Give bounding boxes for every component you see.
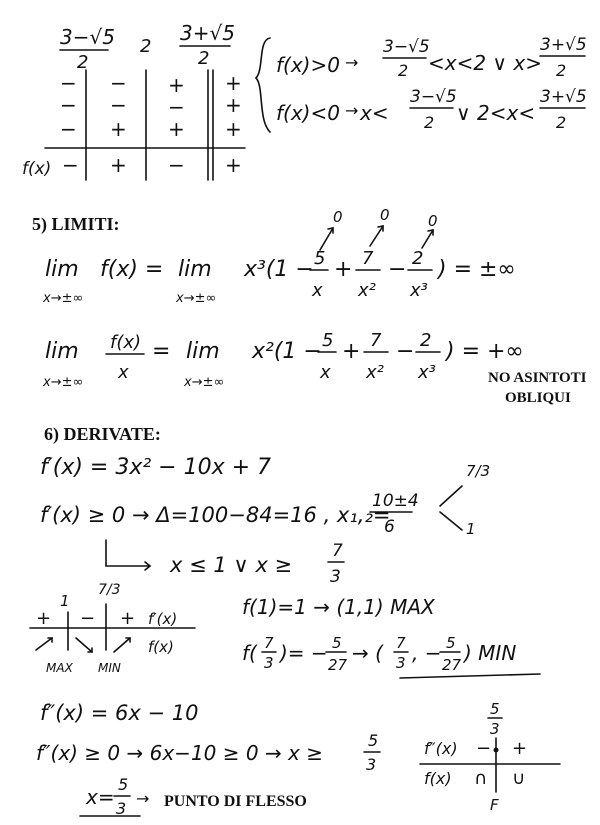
- svg-text:7: 7: [370, 330, 382, 351]
- svg-text:x→±∞: x→±∞: [43, 291, 84, 306]
- svg-text:f(x)<0: f(x)<0: [276, 101, 340, 125]
- svg-text:lim: lim: [45, 339, 79, 364]
- extremum-values: [242, 595, 540, 678]
- svg-text:F: F: [490, 796, 499, 814]
- svg-text:1: 1: [466, 520, 476, 538]
- svg-text:x: x: [320, 362, 331, 383]
- svg-text:f(: f(: [242, 641, 257, 665]
- svg-text:−: −: [80, 608, 96, 629]
- svg-text:→: →: [136, 789, 150, 808]
- svg-text:+: +: [334, 257, 353, 282]
- svg-text:7: 7: [396, 634, 406, 652]
- svg-text:5: 5: [118, 775, 129, 794]
- svg-text:0: 0: [428, 212, 438, 230]
- svg-text:2: 2: [556, 113, 567, 132]
- no-asymptotes-note-1: NO ASINTOTI: [488, 370, 587, 386]
- svg-text:+: +: [225, 153, 242, 177]
- first-derivative-solution: [106, 540, 344, 587]
- svg-text:27: 27: [442, 656, 462, 674]
- svg-text:2: 2: [77, 52, 89, 73]
- svg-text:+: +: [110, 153, 127, 177]
- svg-text:−: −: [60, 93, 77, 117]
- svg-text:2: 2: [412, 248, 424, 269]
- svg-text:−: −: [110, 71, 127, 95]
- svg-text:f(x): f(x): [148, 638, 174, 656]
- inflection-point: [80, 775, 307, 818]
- svg-text:+: +: [225, 93, 242, 117]
- svg-text:0: 0: [380, 206, 390, 224]
- svg-text:5: 5: [314, 248, 326, 269]
- svg-text:∩: ∩: [474, 768, 488, 789]
- sign-summary-negative: [276, 87, 587, 132]
- svg-text:)= −: )= −: [280, 641, 328, 665]
- svg-text:f′(x) ≥ 0 → Δ=100−84=16 , x₁,₂: f′(x) ≥ 0 → Δ=100−84=16 , x₁,₂=: [40, 503, 391, 527]
- svg-text:+: +: [36, 608, 52, 629]
- svg-text:3: 3: [330, 567, 341, 587]
- svg-text:3−√5: 3−√5: [60, 25, 115, 49]
- svg-text:x: x: [118, 362, 129, 383]
- svg-text:+: +: [120, 608, 136, 629]
- svg-text:7: 7: [362, 248, 374, 269]
- concavity-table: [420, 700, 560, 814]
- svg-text:−: −: [110, 93, 127, 117]
- svg-text:2: 2: [424, 113, 435, 132]
- svg-text:+: +: [168, 117, 185, 141]
- svg-text:x<: x<: [360, 101, 389, 125]
- svg-text:) = +∞: ) = +∞: [446, 339, 524, 364]
- svg-text:+: +: [342, 339, 361, 364]
- svg-text:f(x): f(x): [110, 332, 142, 353]
- svg-text:+: +: [225, 71, 242, 95]
- section-derivatives-title: 6) DERIVATE:: [44, 424, 161, 444]
- svg-text:3: 3: [366, 755, 377, 774]
- second-derivative: f″(x) = 6x − 10: [40, 701, 199, 725]
- svg-text:x²(1 −: x²(1 −: [252, 339, 322, 364]
- svg-text:∨ 2<x<: ∨ 2<x<: [456, 101, 536, 125]
- svg-text:5: 5: [446, 634, 456, 652]
- section-limits-title: 5) LIMITI:: [32, 214, 120, 234]
- svg-text:5: 5: [490, 700, 500, 718]
- svg-text:−: −: [60, 71, 77, 95]
- svg-text:=: =: [152, 339, 171, 364]
- svg-text:MIN: MIN: [98, 661, 121, 675]
- monotonicity-table: [30, 582, 195, 675]
- svg-text:+: +: [512, 738, 528, 759]
- sign-table-header-3: [180, 21, 235, 69]
- svg-text:∪: ∪: [512, 768, 526, 789]
- svg-text:3: 3: [264, 654, 274, 672]
- svg-text:3−√5: 3−√5: [410, 87, 457, 107]
- svg-text:+: +: [225, 117, 242, 141]
- svg-text:7: 7: [264, 634, 274, 652]
- svg-text:5: 5: [332, 634, 342, 652]
- svg-text:10±4: 10±4: [372, 491, 419, 511]
- limit-line-1: [42, 248, 516, 306]
- svg-text:f″(x) ≥ 0 → 6x−10 ≥ 0 → x ≥: f″(x) ≥ 0 → 6x−10 ≥ 0 → x ≥: [36, 741, 324, 765]
- svg-text:) = ±∞: ) = ±∞: [438, 257, 516, 282]
- svg-text:PUNTO DI FLESSO: PUNTO DI FLESSO: [164, 793, 307, 810]
- svg-text:x→±∞: x→±∞: [176, 291, 217, 306]
- svg-text:f″(x): f″(x): [424, 739, 458, 758]
- svg-text:27: 27: [328, 656, 348, 674]
- svg-text:f(x): f(x): [424, 769, 452, 788]
- svg-text:+: +: [168, 73, 185, 97]
- svg-text:7/3: 7/3: [466, 462, 491, 480]
- svg-text:7/3: 7/3: [98, 582, 121, 598]
- brace: [256, 38, 270, 132]
- svg-text:f(1)=1 → (1,1) MAX: f(1)=1 → (1,1) MAX: [242, 595, 435, 619]
- svg-text:2: 2: [556, 61, 567, 80]
- svg-text:5: 5: [368, 731, 379, 750]
- svg-text:lim: lim: [186, 339, 220, 364]
- svg-text:3: 3: [116, 799, 127, 818]
- sign-table-header-2: 2: [140, 36, 152, 57]
- svg-text:2: 2: [398, 61, 409, 80]
- svg-text:3: 3: [490, 720, 500, 738]
- svg-text:x³: x³: [410, 280, 428, 301]
- svg-text:3: 3: [396, 654, 406, 672]
- limit-line-2: [42, 330, 524, 390]
- no-asymptotes-note-2: OBLIQUI: [505, 390, 571, 406]
- svg-text:−: −: [388, 257, 407, 282]
- svg-text:lim: lim: [45, 257, 79, 282]
- svg-text:−: −: [62, 153, 79, 177]
- svg-text:f(x): f(x): [22, 159, 52, 179]
- svg-text:+: +: [110, 117, 127, 141]
- svg-text:3+√5: 3+√5: [540, 87, 587, 107]
- svg-text:f(x) =: f(x) =: [100, 257, 164, 282]
- first-derivative: f′(x) = 3x² − 10x + 7: [40, 455, 272, 480]
- svg-text:−: −: [476, 738, 492, 759]
- svg-text:−: −: [168, 95, 185, 119]
- svg-text:−: −: [60, 117, 77, 141]
- svg-text:x→±∞: x→±∞: [43, 375, 84, 390]
- svg-text:→ (: → (: [352, 641, 383, 665]
- svg-text:x³(1 −: x³(1 −: [244, 257, 314, 282]
- svg-text:3+√5: 3+√5: [540, 35, 587, 55]
- svg-text:3+√5: 3+√5: [180, 21, 235, 45]
- svg-text:x²: x²: [358, 280, 376, 301]
- svg-text:−: −: [168, 153, 185, 177]
- svg-text:0: 0: [333, 208, 343, 226]
- svg-text:5: 5: [322, 330, 334, 351]
- svg-text:x²: x²: [366, 362, 384, 383]
- sign-summary-positive: [276, 35, 587, 80]
- svg-text:3−√5: 3−√5: [383, 37, 430, 57]
- svg-text:→: →: [345, 101, 359, 120]
- svg-text:1: 1: [60, 592, 70, 610]
- zero-marks: [320, 206, 438, 250]
- svg-text:x→±∞: x→±∞: [184, 375, 225, 390]
- svg-text:−: −: [396, 339, 415, 364]
- svg-text:lim: lim: [178, 257, 212, 282]
- svg-text:f(x)>0: f(x)>0: [276, 53, 340, 77]
- svg-text:2: 2: [198, 48, 210, 69]
- svg-text:6: 6: [384, 517, 395, 537]
- svg-text:MAX: MAX: [46, 661, 73, 675]
- svg-text:, −: , −: [412, 641, 442, 665]
- svg-text:) MIN: ) MIN: [464, 641, 517, 665]
- svg-text:→: →: [345, 53, 359, 72]
- svg-text:x³: x³: [418, 362, 436, 383]
- svg-text:<x<2 ∨ x>: <x<2 ∨ x>: [428, 51, 543, 75]
- second-derivative-sign: [36, 731, 380, 774]
- sign-table: [22, 21, 245, 180]
- svg-text:2: 2: [420, 330, 432, 351]
- svg-text:x=: x=: [86, 785, 115, 809]
- sign-table-header-1: [60, 25, 115, 73]
- svg-text:7: 7: [332, 541, 343, 561]
- svg-text:x: x: [312, 280, 323, 301]
- svg-text:x ≤ 1 ∨ x ≥: x ≤ 1 ∨ x ≥: [170, 553, 293, 577]
- svg-text:f′(x): f′(x): [148, 610, 178, 628]
